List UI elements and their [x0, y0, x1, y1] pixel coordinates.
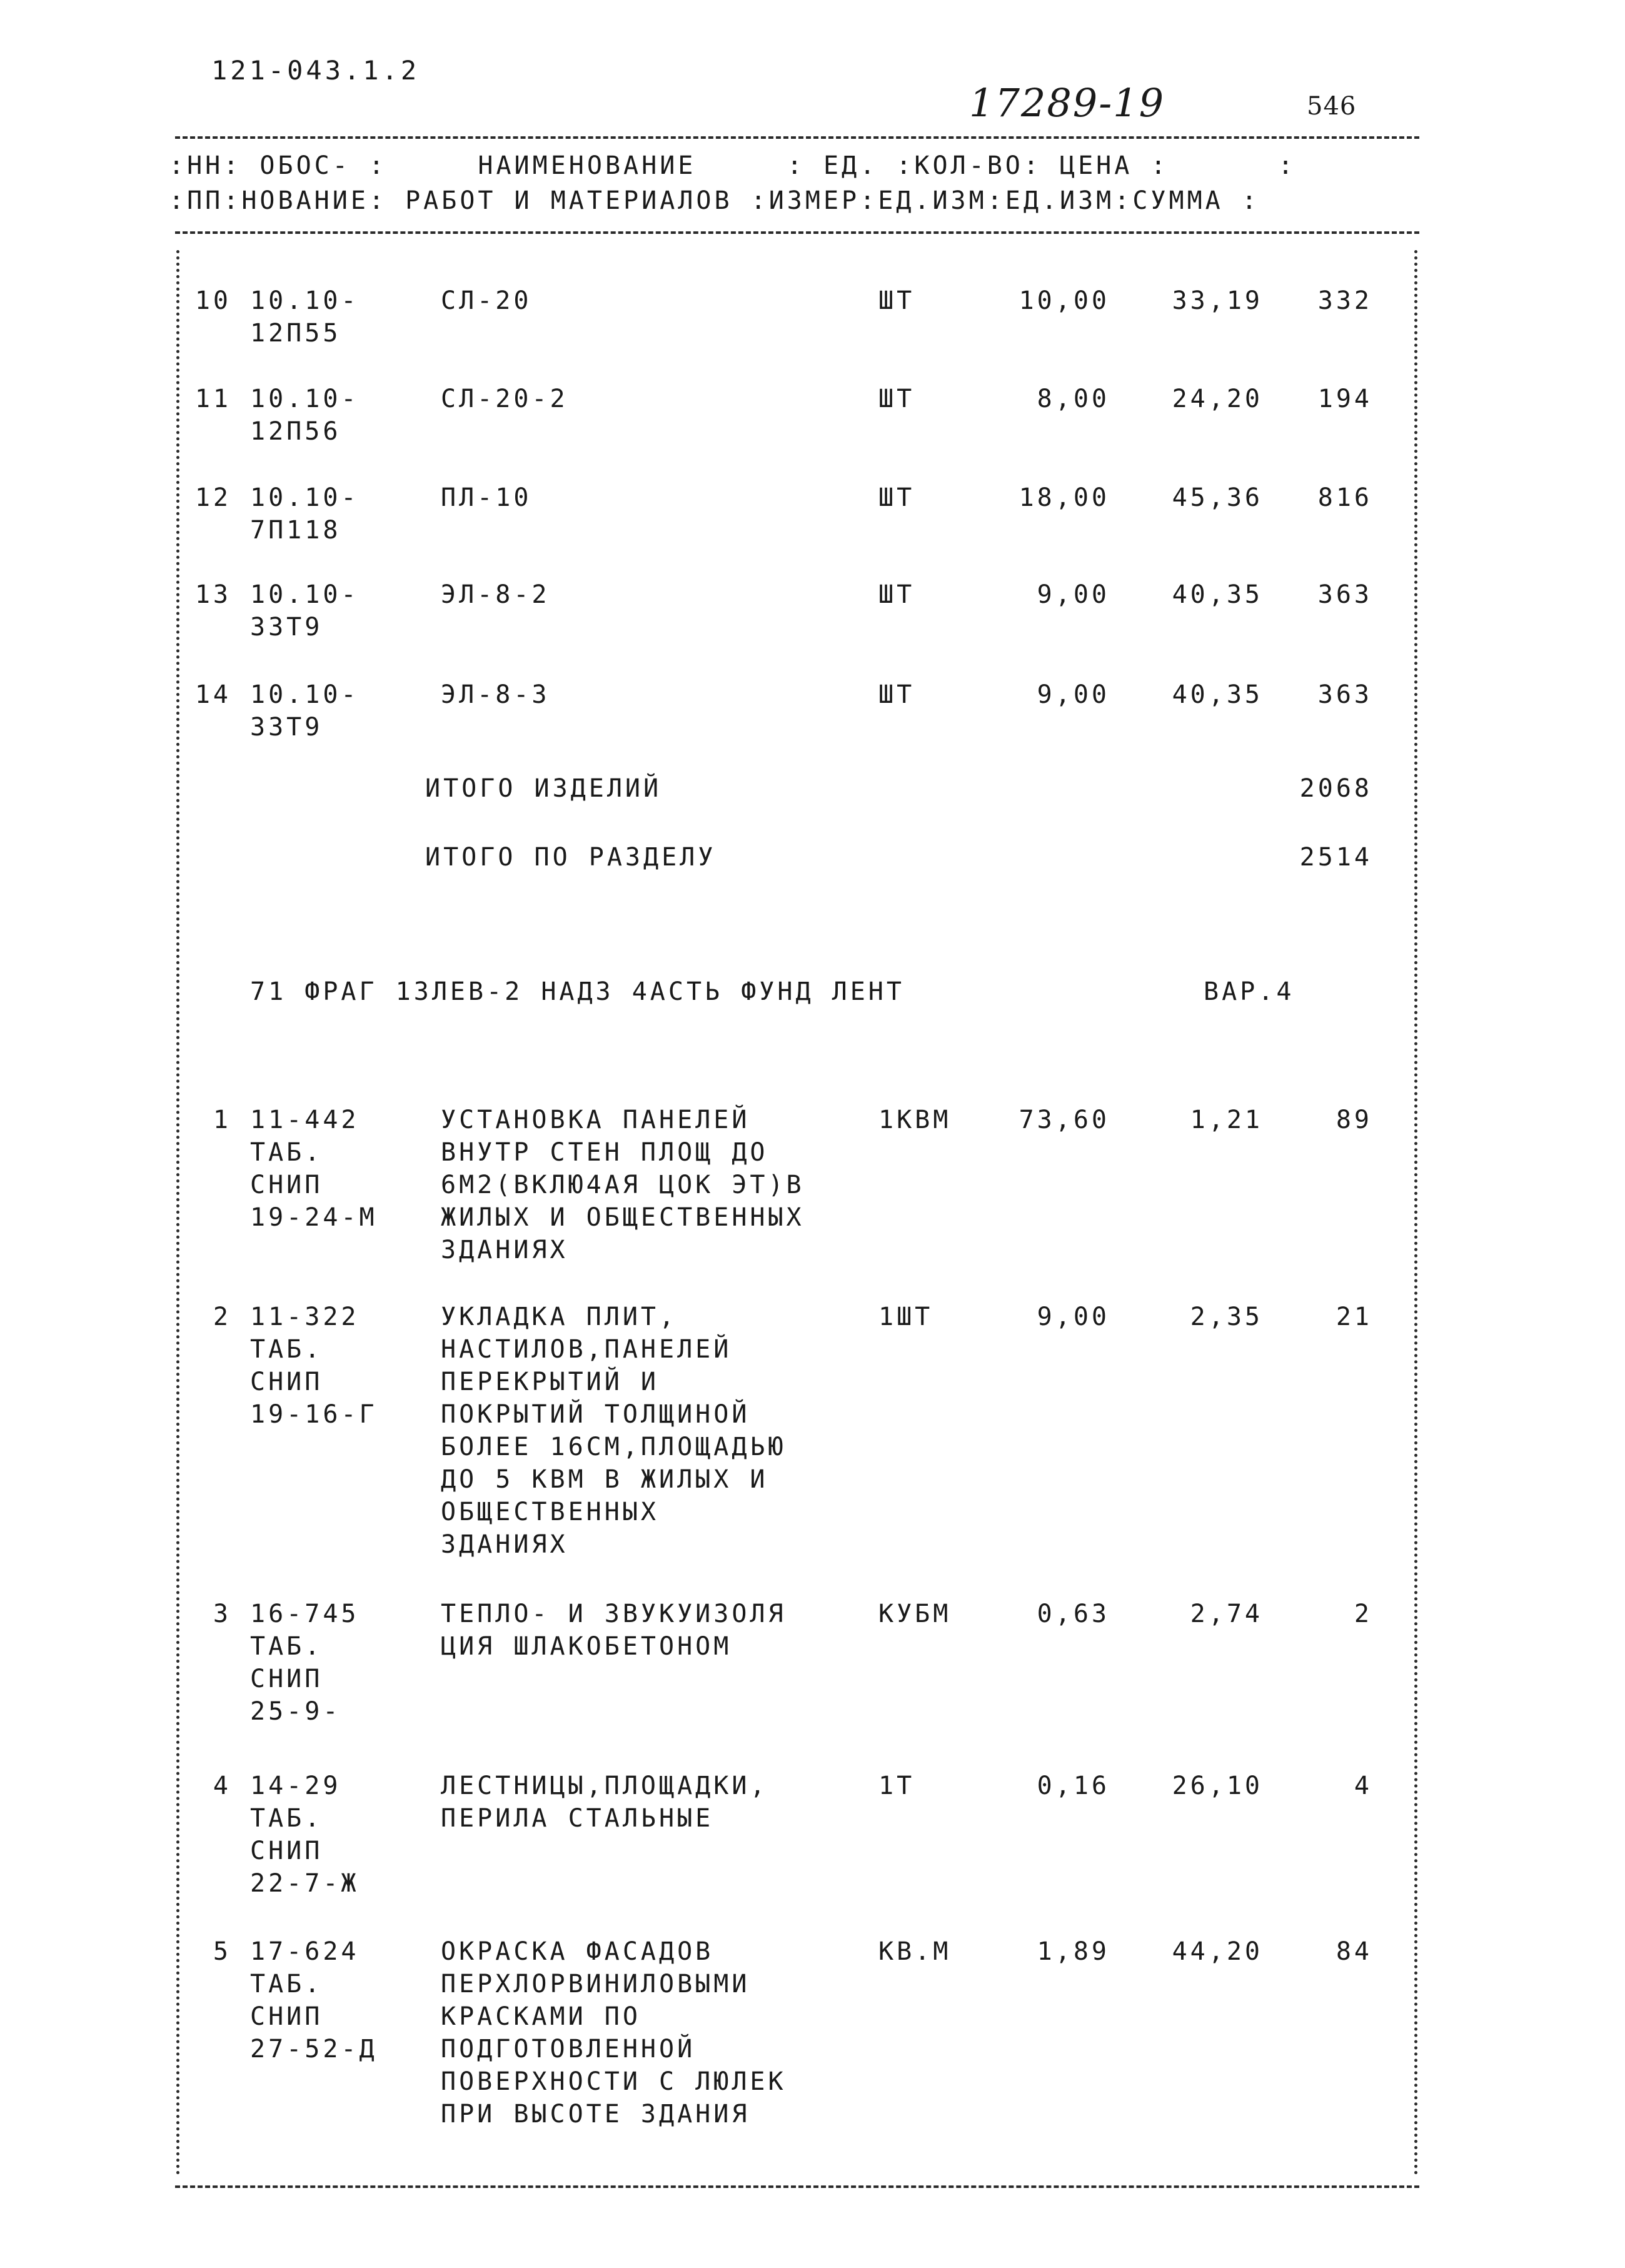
row-sum: 194: [1317, 385, 1372, 413]
row-code-line: СНИП: [250, 2002, 323, 2031]
right-border: [1414, 250, 1417, 2176]
top-rule: [175, 136, 1419, 139]
row-code-line: 10.10-: [250, 580, 360, 609]
row-price: 26,10: [1172, 1772, 1263, 1800]
row-number: 10: [194, 286, 231, 315]
total-label: ИТОГО ИЗДЕЛИЙ: [425, 774, 662, 803]
row-code-line: 10.10-: [250, 286, 360, 315]
row-unit: ШТ: [878, 680, 915, 709]
row-number: 14: [194, 680, 231, 709]
row-price: 24,20: [1172, 385, 1263, 413]
table-header-line-2: :ПП:НОВАНИЕ: РАБОТ И МАТЕРИАЛОВ :ИЗМЕР:ЕД.ИЗМ:ЕД.ИЗМ:СУММА :: [169, 186, 1260, 215]
row-unit: 1ШТ: [878, 1303, 933, 1331]
table-header-line-1: :НН: ОБОС- : НАИМЕНОВАНИЕ : ЕД. :КОЛ-ВО: ЦЕНА : :: [169, 151, 1297, 180]
row-code-line: 27-52-Д: [250, 2035, 378, 2064]
row-unit: 1КВМ: [878, 1106, 952, 1134]
row-code-line: ТАБ.: [250, 1632, 323, 1661]
row-name-line: ЗДАНИЯХ: [441, 1530, 568, 1559]
row-price: 40,35: [1172, 580, 1263, 609]
row-name-line: ПОВЕРХНОСТИ С ЛЮЛЕК: [441, 2067, 787, 2096]
row-code-line: СНИП: [250, 1837, 323, 1865]
row-name-line: ВНУТР СТЕН ПЛОЩ ДО: [441, 1138, 768, 1167]
row-unit: ШТ: [878, 580, 915, 609]
row-name-line: ЭЛ-8-2: [441, 580, 550, 609]
row-code-line: ТАБ.: [250, 1970, 323, 1998]
row-name-line: СЛ-20: [441, 286, 532, 315]
row-sum: 4: [1354, 1772, 1372, 1800]
row-name-line: УСТАНОВКА ПАНЕЛЕЙ: [441, 1106, 750, 1134]
row-price: 2,35: [1190, 1303, 1263, 1331]
row-code-line: ТАБ.: [250, 1804, 323, 1833]
row-quantity: 73,60: [1019, 1106, 1110, 1134]
row-name-line: СЛ-20-2: [441, 385, 568, 413]
row-unit: ШТ: [878, 286, 915, 315]
left-border: [176, 250, 179, 2176]
row-price: 2,74: [1190, 1600, 1263, 1628]
row-quantity: 9,00: [1037, 580, 1110, 609]
row-quantity: 10,00: [1019, 286, 1110, 315]
row-sum: 816: [1317, 483, 1372, 512]
section-variant: ВАР.4: [1204, 977, 1295, 1006]
row-unit: КУБМ: [878, 1600, 952, 1628]
row-code-line: ТАБ.: [250, 1335, 323, 1364]
row-sum: 89: [1336, 1106, 1372, 1134]
row-unit: КВ.М: [878, 1937, 952, 1966]
row-quantity: 0,63: [1037, 1600, 1110, 1628]
row-sum: 332: [1317, 286, 1372, 315]
row-sum: 84: [1336, 1937, 1372, 1966]
row-code-line: 33Т9: [250, 613, 323, 642]
row-unit: 1Т: [878, 1772, 915, 1800]
total-sum: 2514: [1299, 843, 1372, 872]
row-code-line: СНИП: [250, 1665, 323, 1693]
row-number: 12: [194, 483, 231, 512]
row-name-line: НАСТИЛОВ,ПАНЕЛЕЙ: [441, 1335, 732, 1364]
row-name-line: ТЕПЛО- И ЗВУКУИЗОЛЯ: [441, 1600, 787, 1628]
bottom-rule: [175, 2185, 1419, 2188]
row-name-line: ПЕРЕКРЫТИЙ И: [441, 1368, 659, 1396]
row-name-line: ОБЩЕСТВЕННЫХ: [441, 1498, 659, 1526]
row-name-line: ПЕРХЛОРВИНИЛОВЫМИ: [441, 1970, 750, 1998]
row-name-line: ЗДАНИЯХ: [441, 1236, 568, 1264]
row-sum: 363: [1317, 580, 1372, 609]
row-name-line: ПОКРЫТИЙ ТОЛЩИНОЙ: [441, 1400, 750, 1429]
row-name-line: ПОДГОТОВЛЕННОЙ: [441, 2035, 696, 2064]
document-code: 121-043.1.2: [211, 55, 420, 86]
row-quantity: 0,16: [1037, 1772, 1110, 1800]
row-price: 45,36: [1172, 483, 1263, 512]
row-code-line: 19-16-Г: [250, 1400, 378, 1429]
row-code-line: 14-29: [250, 1772, 341, 1800]
row-sum: 363: [1317, 680, 1372, 709]
row-name-line: ПЛ-10: [441, 483, 532, 512]
row-quantity: 18,00: [1019, 483, 1110, 512]
row-unit: ШТ: [878, 483, 915, 512]
row-code-line: 12П56: [250, 417, 341, 446]
row-unit: ШТ: [878, 385, 915, 413]
row-code-line: 25-9-: [250, 1697, 341, 1726]
row-name-line: ЛЕСТНИЦЫ,ПЛОЩАДКИ,: [441, 1772, 768, 1800]
row-number: 11: [194, 385, 231, 413]
section-title: 71 ФРАГ 13ЛЕВ-2 НАДЗ 4АСТЬ ФУНД ЛЕНТ: [250, 977, 905, 1006]
row-name-line: УКЛАДКА ПЛИТ,: [441, 1303, 678, 1331]
row-code-line: 7П118: [250, 516, 341, 545]
row-code-line: 19-24-М: [250, 1203, 378, 1232]
row-code-line: 22-7-Ж: [250, 1869, 360, 1898]
handwritten-register-number: 17289-19: [969, 80, 1165, 126]
row-number: 4: [213, 1772, 231, 1800]
row-number: 5: [213, 1937, 231, 1966]
row-name-line: ЦИЯ ШЛАКОБЕТОНОМ: [441, 1632, 732, 1661]
row-code-line: СНИП: [250, 1171, 323, 1199]
total-sum: 2068: [1299, 774, 1372, 803]
row-code-line: 17-624: [250, 1937, 360, 1966]
row-quantity: 9,00: [1037, 680, 1110, 709]
row-code-line: СНИП: [250, 1368, 323, 1396]
row-code-line: 33Т9: [250, 713, 323, 742]
row-code-line: 16-745: [250, 1600, 360, 1628]
row-code-line: 12П55: [250, 319, 341, 348]
row-price: 1,21: [1190, 1106, 1263, 1134]
row-name-line: БОЛЕЕ 16СМ,ПЛОЩАДЬЮ: [441, 1433, 787, 1461]
row-quantity: 9,00: [1037, 1303, 1110, 1331]
row-code-line: 11-322: [250, 1303, 360, 1331]
row-number: 2: [213, 1303, 231, 1331]
row-code-line: 10.10-: [250, 680, 360, 709]
row-price: 33,19: [1172, 286, 1263, 315]
row-code-line: 10.10-: [250, 385, 360, 413]
row-number: 1: [213, 1106, 231, 1134]
row-name-line: КРАСКАМИ ПО: [441, 2002, 641, 2031]
row-price: 44,20: [1172, 1937, 1263, 1966]
row-code-line: 10.10-: [250, 483, 360, 512]
row-number: 13: [194, 580, 231, 609]
row-quantity: 8,00: [1037, 385, 1110, 413]
row-code-line: 11-442: [250, 1106, 360, 1134]
row-quantity: 1,89: [1037, 1937, 1110, 1966]
row-name-line: ПРИ ВЫСОТЕ ЗДАНИЯ: [441, 2100, 750, 2129]
row-price: 40,35: [1172, 680, 1263, 709]
row-name-line: ЭЛ-8-3: [441, 680, 550, 709]
row-name-line: ДО 5 КВМ В ЖИЛЫХ И: [441, 1465, 768, 1494]
row-code-line: ТАБ.: [250, 1138, 323, 1167]
row-name-line: 6М2(ВКЛЮ4АЯ ЦОК ЭТ)В: [441, 1171, 805, 1199]
row-number: 3: [213, 1600, 231, 1628]
row-name-line: ПЕРИЛА СТАЛЬНЫЕ: [441, 1804, 714, 1833]
row-sum: 21: [1336, 1303, 1372, 1331]
total-label: ИТОГО ПО РАЗДЕЛУ: [425, 843, 717, 872]
page-number: 546: [1307, 92, 1357, 121]
row-name-line: ЖИЛЫХ И ОБЩЕСТВЕННЫХ: [441, 1203, 805, 1232]
row-sum: 2: [1354, 1600, 1372, 1628]
header-rule: [175, 231, 1419, 234]
row-name-line: ОКРАСКА ФАСАДОВ: [441, 1937, 714, 1966]
